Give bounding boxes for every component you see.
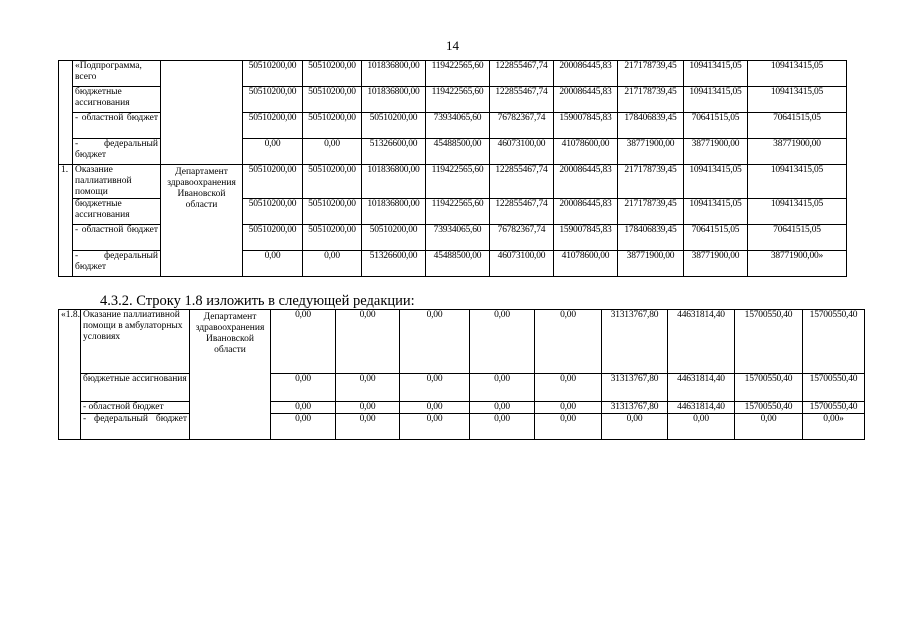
value-cell: 200086445,83: [554, 199, 618, 225]
table-row: [59, 310, 865, 374]
value-cell: 0,00: [243, 251, 303, 277]
budget-table-row-1-8: [58, 309, 865, 440]
value-cell: 50510200,00: [362, 225, 426, 251]
value-cell: 119422565,60: [426, 165, 490, 199]
value-cell: 0,00: [400, 374, 470, 402]
value-cell: 50510200,00: [303, 225, 362, 251]
table-row: [59, 165, 847, 199]
value-cell: 0,00: [336, 414, 400, 440]
value-cell: 0,00: [470, 402, 535, 414]
value-cell: 119422565,60: [426, 199, 490, 225]
table-row: [59, 414, 865, 440]
value-cell: 38771900,00: [618, 139, 684, 165]
value-cell: 122855467,74: [490, 87, 554, 113]
row-label: - областной бюджет: [81, 402, 190, 414]
value-cell: 109413415,05: [684, 199, 748, 225]
value-cell: 101836800,00: [362, 87, 426, 113]
value-cell: 217178739,45: [618, 199, 684, 225]
value-cell: 0,00: [535, 414, 602, 440]
value-cell: 109413415,05: [684, 165, 748, 199]
value-cell: 70641515,05: [748, 113, 847, 139]
value-cell: 109413415,05: [748, 61, 847, 87]
value-cell: 0,00: [400, 414, 470, 440]
value-cell: 200086445,83: [554, 165, 618, 199]
value-cell: 0,00: [535, 402, 602, 414]
value-cell: 50510200,00: [303, 87, 362, 113]
value-cell: 0,00: [470, 374, 535, 402]
value-cell: 178406839,45: [618, 113, 684, 139]
value-cell: 101836800,00: [362, 165, 426, 199]
value-cell: 50510200,00: [303, 199, 362, 225]
value-cell: 122855467,74: [490, 165, 554, 199]
value-cell: 15700550,40: [735, 310, 803, 374]
row-label: - областной бюджет: [73, 225, 161, 251]
value-cell: 31313767,80: [602, 310, 668, 374]
value-cell: 0,00: [336, 310, 400, 374]
value-cell: 50510200,00: [243, 113, 303, 139]
value-cell: 50510200,00: [243, 225, 303, 251]
value-cell: 70641515,05: [684, 225, 748, 251]
row-label: «Подпрограмма, всего: [73, 61, 161, 87]
value-cell: 0,00: [668, 414, 735, 440]
value-cell: 45488500,00: [426, 139, 490, 165]
value-cell: 50510200,00: [303, 165, 362, 199]
value-cell: 38771900,00: [684, 139, 748, 165]
value-cell: 50510200,00: [362, 113, 426, 139]
value-cell: 0,00: [735, 414, 803, 440]
row-number: «1.8.: [59, 310, 81, 440]
value-cell: 15700550,40: [735, 374, 803, 402]
value-cell: 119422565,60: [426, 87, 490, 113]
value-cell: 109413415,05: [684, 87, 748, 113]
value-cell: 46073100,00: [490, 251, 554, 277]
value-cell: 0,00: [271, 310, 336, 374]
row-label: - федеральный бюджет: [73, 139, 161, 165]
table-row: [59, 61, 847, 87]
table-row: [59, 402, 865, 414]
value-cell: 217178739,45: [618, 87, 684, 113]
value-cell: 200086445,83: [554, 61, 618, 87]
value-cell: 159007845,83: [554, 225, 618, 251]
value-cell: 76782367,74: [490, 113, 554, 139]
section-heading: 4.3.2. Строку 1.8 изложить в следующей редакции:: [100, 293, 415, 309]
value-cell: 0,00: [470, 310, 535, 374]
value-cell: 159007845,83: [554, 113, 618, 139]
value-cell: 0,00: [602, 414, 668, 440]
value-cell: 41078600,00: [554, 139, 618, 165]
department-cell: Департамент здравоохранения Ивановской области: [161, 165, 243, 277]
row-number: [59, 61, 73, 165]
value-cell: 101836800,00: [362, 199, 426, 225]
value-cell: 0,00: [271, 402, 336, 414]
value-cell: 51326600,00: [362, 139, 426, 165]
value-cell: 41078600,00: [554, 251, 618, 277]
row-label: бюджетные ассигнования: [81, 374, 190, 402]
value-cell: 73934065,60: [426, 113, 490, 139]
value-cell: 50510200,00: [303, 61, 362, 87]
value-cell: 38771900,00: [618, 251, 684, 277]
value-cell: 178406839,45: [618, 225, 684, 251]
value-cell: 0,00: [271, 414, 336, 440]
value-cell: 0,00: [400, 402, 470, 414]
value-cell: 38771900,00»: [748, 251, 847, 277]
value-cell: 0,00: [400, 310, 470, 374]
value-cell: 0,00: [470, 414, 535, 440]
row-label: бюджетные ассигнования: [73, 199, 161, 225]
value-cell: 50510200,00: [243, 165, 303, 199]
value-cell: 31313767,80: [602, 402, 668, 414]
budget-table-continuation: [58, 60, 847, 277]
value-cell: 122855467,74: [490, 61, 554, 87]
table-row: [59, 374, 865, 402]
value-cell: 15700550,40: [803, 402, 865, 414]
value-cell: 44631814,40: [668, 402, 735, 414]
row-label: - федеральный бюджет: [81, 414, 190, 440]
value-cell: 50510200,00: [243, 61, 303, 87]
value-cell: 70641515,05: [748, 225, 847, 251]
value-cell: 38771900,00: [748, 139, 847, 165]
value-cell: 51326600,00: [362, 251, 426, 277]
value-cell: 0,00»: [803, 414, 865, 440]
value-cell: 15700550,40: [803, 374, 865, 402]
value-cell: 50510200,00: [303, 113, 362, 139]
row-label: - областной бюджет: [73, 113, 161, 139]
value-cell: 45488500,00: [426, 251, 490, 277]
value-cell: 109413415,05: [748, 87, 847, 113]
value-cell: 0,00: [303, 251, 362, 277]
value-cell: 50510200,00: [243, 199, 303, 225]
value-cell: 109413415,05: [684, 61, 748, 87]
value-cell: 15700550,40: [735, 402, 803, 414]
department-cell: Департамент здравоохранения Ивановской области: [190, 310, 271, 440]
page-number: 14: [446, 38, 459, 53]
value-cell: 38771900,00: [684, 251, 748, 277]
value-cell: 109413415,05: [748, 199, 847, 225]
value-cell: 0,00: [535, 310, 602, 374]
value-cell: 0,00: [336, 402, 400, 414]
value-cell: 217178739,45: [618, 165, 684, 199]
row-label: Оказание паллиативной помощи в амбулаторных условиях: [81, 310, 190, 374]
value-cell: 44631814,40: [668, 310, 735, 374]
value-cell: 119422565,60: [426, 61, 490, 87]
value-cell: 122855467,74: [490, 199, 554, 225]
value-cell: 101836800,00: [362, 61, 426, 87]
value-cell: 217178739,45: [618, 61, 684, 87]
value-cell: 0,00: [303, 139, 362, 165]
row-number: 1.: [59, 165, 73, 277]
value-cell: 44631814,40: [668, 374, 735, 402]
value-cell: 109413415,05: [748, 165, 847, 199]
row-label: бюджетные ассигнования: [73, 87, 161, 113]
value-cell: 15700550,40: [803, 310, 865, 374]
value-cell: 0,00: [535, 374, 602, 402]
value-cell: 50510200,00: [243, 87, 303, 113]
value-cell: 0,00: [336, 374, 400, 402]
value-cell: 76782367,74: [490, 225, 554, 251]
value-cell: 0,00: [243, 139, 303, 165]
row-label: - федеральный бюджет: [73, 251, 161, 277]
value-cell: 46073100,00: [490, 139, 554, 165]
value-cell: 0,00: [271, 374, 336, 402]
value-cell: 31313767,80: [602, 374, 668, 402]
dept-cell-empty: [161, 61, 243, 165]
value-cell: 70641515,05: [684, 113, 748, 139]
row-label: Оказание паллиативной помощи: [73, 165, 161, 199]
value-cell: 200086445,83: [554, 87, 618, 113]
value-cell: 73934065,60: [426, 225, 490, 251]
